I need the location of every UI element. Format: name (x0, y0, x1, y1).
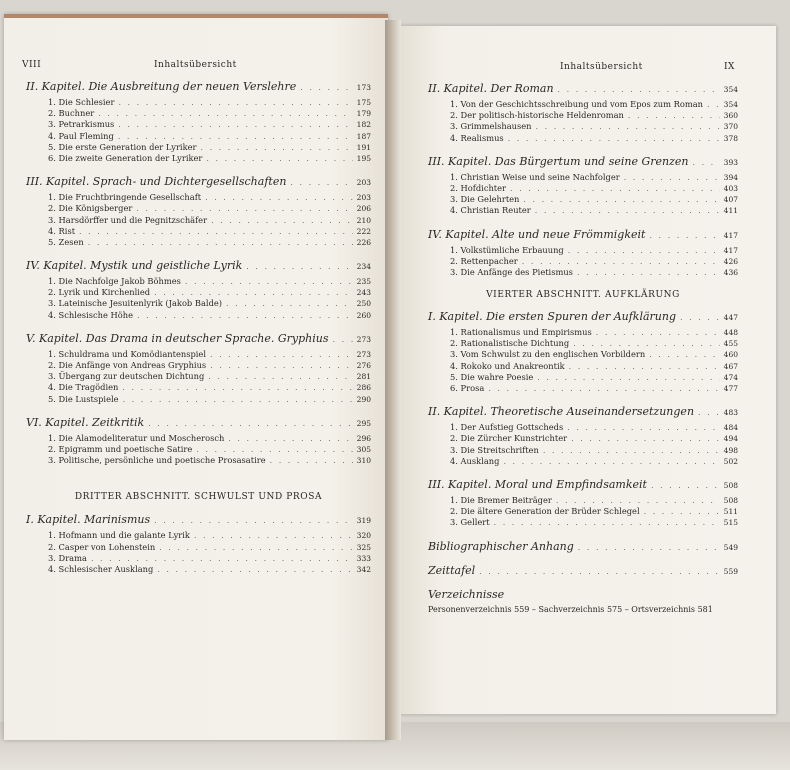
dot-leader (208, 372, 352, 381)
dot-leader (194, 531, 353, 540)
toc-entry-page: 210 (356, 215, 371, 225)
dot-leader (693, 158, 720, 167)
toc-entry (428, 456, 738, 467)
dot-leader (118, 98, 352, 107)
dot-leader (536, 122, 720, 131)
toc-entry-title: 1. Schuldrama und Komödiantenspiel (48, 348, 206, 359)
dot-leader (522, 257, 720, 266)
toc-entry-page: 296 (356, 433, 371, 443)
chapter-heading-title: II. Kapitel. Die Ausbreitung der neuen Verslehre (26, 80, 297, 93)
dot-leader (98, 109, 352, 118)
dot-leader (226, 299, 353, 308)
appendix-item (428, 564, 738, 577)
toc-entry (428, 433, 738, 444)
section-title: VIERTER ABSCHNITT. AUFKLÄRUNG (486, 290, 680, 301)
dot-leader (210, 350, 353, 359)
toc-entry-title: 1. Die Fruchtbringende Gesellschaft (48, 192, 202, 203)
dot-leader (300, 83, 352, 92)
dot-leader (88, 238, 353, 247)
chapter-heading-title: VI. Kapitel. Zeitkritik (26, 415, 145, 429)
toc-entry-title: 1. Die Schlesier (48, 97, 115, 107)
appendix-item (428, 588, 738, 601)
toc-entry-title: 6. Die zweite Generation der Lyriker (48, 152, 203, 163)
toc-entry (26, 371, 371, 382)
toc-entry-title: 1. Volkstümliche Erbauung (450, 244, 564, 255)
toc-entry-page: 467 (723, 361, 738, 371)
toc-entry-page: 320 (356, 531, 371, 541)
toc-entry-title: 2. Hofdichter (450, 182, 507, 193)
dot-leader (148, 419, 352, 428)
dot-leader (596, 328, 720, 337)
dot-leader (122, 383, 352, 392)
toc-entry-page: 325 (356, 542, 371, 552)
toc-entry-page: 484 (723, 423, 738, 433)
appendix-item-title: Zeittafel (428, 563, 476, 577)
dot-leader (290, 178, 352, 187)
toc-entry-title: 1. Die Alamodeliteratur und Moscherosch (48, 432, 225, 443)
chapter-heading-page: 295 (356, 418, 371, 428)
toc-entry (428, 383, 738, 394)
appendix-item-page: 549 (723, 542, 738, 552)
toc-entry-page: 477 (723, 384, 738, 393)
chapter-heading (26, 332, 371, 345)
toc-entry (26, 97, 371, 108)
toc-entry (26, 360, 371, 371)
dot-leader (494, 518, 720, 527)
dot-leader (624, 173, 720, 182)
toc-entry (26, 237, 371, 248)
toc-entry-title: 2. Rationalistische Dichtung (450, 338, 570, 349)
appendix-item-page: 559 (723, 566, 738, 576)
toc-entry-title: 3. Vom Schwulst zu den englischen Vorbildern (450, 349, 646, 360)
toc-entry-title: 3. Lateinische Jesuitenlyrik (Jakob Balde) (48, 298, 223, 309)
toc-entry-page: 260 (356, 310, 371, 320)
toc-entry-title: 2. Die Königsberger (48, 203, 133, 214)
toc-entry-page: 310 (356, 456, 371, 466)
toc-entry-title: 5. Die Lustspiele (48, 393, 119, 404)
toc-entry-title: 4. Ausklang (450, 455, 500, 466)
toc-entry-page: 515 (723, 518, 738, 528)
chapter-heading-title: IV. Kapitel. Mystik und geistliche Lyrik (26, 259, 243, 273)
toc-entry (428, 422, 738, 433)
toc-entry-page: 235 (356, 277, 371, 287)
dot-leader (535, 206, 720, 215)
chapter-heading (26, 175, 371, 188)
chapter-heading-page: 203 (356, 178, 371, 188)
chapter-heading (26, 513, 371, 526)
chapter-heading-page: 234 (356, 262, 371, 272)
dot-leader (118, 120, 352, 129)
toc-entry-title: 3. Die Streitschriften (450, 444, 539, 455)
toc-entry-title: 5. Die wahre Poesie (450, 371, 534, 382)
toc-entry-title: 1. Hofmann und die galante Lyrik (48, 530, 190, 541)
toc-entry-page: 175 (356, 98, 371, 107)
toc-entry (26, 298, 371, 309)
toc-entry-title: 5. Zesen (48, 236, 84, 247)
toc-entry (428, 349, 738, 360)
toc-entry-title: 4. Die Tragödien (48, 382, 119, 393)
toc-entry-title: 3. Politische, persönliche und poetische Prosasatire (48, 455, 266, 466)
right-page-number: IX (724, 62, 735, 72)
chapter-heading-title: III. Kapitel. Sprach- und Dichtergesellschaften (26, 175, 287, 189)
toc-entry (26, 142, 371, 153)
toc-entry (26, 553, 371, 564)
dot-leader (680, 313, 720, 322)
toc-entry (26, 433, 371, 444)
toc-entry-title: 2. Der politisch-historische Heldenroman (450, 110, 624, 121)
toc-entry (26, 455, 371, 466)
dot-leader (185, 277, 353, 286)
toc-entry-title: 3. Harsdörffer und die Pegnitzschäfer (48, 214, 208, 225)
chapter-heading-page: 417 (723, 230, 738, 240)
toc-entry-title: 2. Die Zürcher Kunstrichter (450, 433, 568, 444)
right-page (398, 26, 776, 714)
toc-entry-page: 360 (723, 111, 738, 121)
toc-entry (428, 495, 738, 506)
toc-entry-title: 1. Die Bremer Beiträger (450, 494, 552, 505)
toc-entry (428, 256, 738, 267)
toc-entry-page: 342 (356, 564, 371, 574)
toc-entry (26, 444, 371, 455)
toc-entry-page: 494 (723, 434, 738, 444)
toc-entry (428, 327, 738, 338)
chapter-heading-page: 354 (723, 85, 738, 94)
chapter-heading-page: 173 (356, 83, 371, 92)
dot-leader (91, 554, 353, 563)
toc-entry-title: 3. Die Gelehrten (450, 194, 520, 205)
toc-entry (26, 287, 371, 298)
toc-entry-page: 305 (356, 444, 371, 454)
dot-leader (211, 216, 353, 225)
chapter-heading-title: III. Kapitel. Moral und Empfindsamkeit (428, 477, 647, 491)
dot-leader (196, 445, 352, 454)
dot-leader (510, 184, 720, 193)
dot-leader (479, 567, 720, 576)
toc-entry-title: 1. Von der Geschichtsschreibung und vom Epos zum Roman (450, 99, 704, 109)
right-toc (428, 82, 738, 614)
toc-entry-page: 290 (356, 394, 371, 404)
toc-entry (428, 372, 738, 383)
dot-leader (136, 204, 352, 213)
toc-entry-page: 333 (356, 553, 371, 563)
dot-leader (503, 457, 719, 466)
dot-leader (79, 227, 353, 236)
toc-entry-title: 3. Petrarkismus (48, 119, 115, 130)
toc-entry-page: 407 (723, 195, 738, 205)
dot-leader (210, 361, 352, 370)
toc-entry-page: 222 (356, 226, 371, 236)
toc-entry-page: 182 (356, 120, 371, 130)
dot-leader (201, 143, 353, 152)
chapter-heading-title: V. Kapitel. Das Drama in deutscher Sprache. Gryphius (26, 331, 329, 345)
toc-entry (26, 131, 371, 142)
toc-entry-page: 460 (723, 350, 738, 360)
toc-entry-title: 4. Paul Fleming (48, 130, 114, 141)
toc-entry (428, 183, 738, 194)
toc-entry-title: 5. Die erste Generation der Lyriker (48, 141, 197, 152)
toc-entry-page: 203 (356, 193, 371, 203)
chapter-heading (428, 310, 738, 323)
chapter-heading-page: 483 (723, 408, 738, 418)
toc-entry-page: 187 (356, 131, 371, 141)
chapter-heading-title: I. Kapitel. Marinismus (26, 513, 151, 527)
toc-entry (26, 310, 371, 321)
dot-leader (488, 384, 719, 393)
toc-entry-title: 2. Lyrik und Kirchenlied (48, 287, 151, 298)
chapter-heading (26, 416, 371, 429)
dot-leader (558, 85, 720, 94)
toc-entry-page: 354 (723, 100, 738, 109)
toc-entry-title: 6. Prosa (450, 383, 485, 393)
toc-entry-title: 4. Rokoko und Anakreontik (450, 360, 565, 371)
dot-leader (573, 339, 719, 348)
toc-entry-page: 370 (723, 122, 738, 132)
dot-leader (154, 516, 353, 525)
toc-entry-title: 1. Rationalismus und Empirismus (450, 327, 592, 338)
dot-leader (651, 481, 720, 490)
toc-entry (26, 108, 371, 119)
toc-entry-page: 281 (356, 372, 371, 382)
toc-entry (428, 517, 738, 528)
toc-entry-page: 436 (723, 267, 738, 277)
dot-leader (137, 311, 353, 320)
dot-leader (333, 335, 353, 344)
chapter-heading-page: 508 (723, 480, 738, 490)
dot-leader (157, 565, 352, 574)
toc-entry-title: 3. Grimmelshausen (450, 121, 532, 132)
toc-entry-title: 2. Epigramm und poetische Satire (48, 443, 193, 454)
dot-leader (508, 134, 720, 143)
toc-entry-page: 403 (723, 183, 738, 193)
book-spine (385, 20, 401, 740)
dot-leader (228, 434, 352, 443)
chapter-heading-page: 319 (356, 516, 371, 526)
toc-entry (26, 215, 371, 226)
dot-leader (649, 231, 719, 240)
toc-entry-page: 394 (723, 172, 738, 182)
dot-leader (649, 350, 719, 359)
dot-leader (118, 132, 353, 141)
chapter-heading (428, 478, 738, 491)
toc-entry-page: 448 (723, 328, 738, 338)
toc-entry (428, 99, 738, 110)
dot-leader (569, 362, 720, 371)
toc-entry (26, 226, 371, 237)
dot-leader (523, 195, 719, 204)
left-page-number: VIII (22, 60, 42, 70)
toc-entry-page: 378 (723, 133, 738, 143)
dot-leader (205, 193, 353, 202)
toc-entry (26, 382, 371, 393)
toc-entry-title: 3. Drama (48, 552, 87, 563)
dot-leader (577, 268, 720, 277)
toc-entry (428, 445, 738, 456)
dot-leader (707, 100, 720, 109)
toc-entry-page: 474 (723, 372, 738, 382)
left-page (4, 14, 388, 740)
toc-entry-title: 2. Die Anfänge von Andreas Gryphius (48, 360, 207, 370)
dot-leader (556, 496, 720, 505)
dot-leader (578, 543, 720, 552)
toc-entry-page: 226 (356, 237, 371, 247)
toc-entry-page: 417 (723, 245, 738, 255)
toc-entry (428, 194, 738, 205)
toc-entry (26, 119, 371, 130)
toc-entry (428, 267, 738, 278)
left-toc (26, 80, 371, 575)
toc-entry-page: 498 (723, 445, 738, 455)
toc-entry (26, 394, 371, 405)
toc-entry-title: 1. Der Aufstieg Gottscheds (450, 422, 564, 433)
toc-entry-title: 3. Gellert (450, 517, 490, 528)
chapter-heading (26, 80, 371, 93)
toc-entry (428, 205, 738, 216)
toc-entry-title: 1. Christian Weise und seine Nachfolger (450, 171, 620, 182)
section-title: DRITTER ABSCHNITT. SCHWULST UND PROSA (74, 492, 323, 503)
dot-leader (123, 395, 353, 404)
chapter-heading-title: II. Kapitel. Theoretische Auseinandersetzungen (428, 405, 695, 419)
toc-entry-title: 1. Die Nachfolge Jakob Böhmes (48, 276, 181, 287)
toc-entry-page: 243 (356, 288, 371, 298)
toc-entry (26, 530, 371, 541)
toc-entry-title: 2. Buchner (48, 108, 95, 119)
toc-entry-page: 426 (723, 256, 738, 266)
toc-entry (26, 203, 371, 214)
toc-entry (428, 506, 738, 517)
dot-leader (567, 423, 719, 432)
chapter-heading (428, 228, 738, 241)
toc-entry-title: 2. Casper von Lohenstein (48, 541, 156, 552)
dot-leader (543, 446, 720, 455)
indexes-line: Personenverzeichnis 559 – Sachverzeichnis 575 – Ortsverzeichnis 581 (428, 604, 713, 614)
dot-leader (628, 111, 720, 120)
toc-entry (26, 349, 371, 360)
chapter-heading-title: IV. Kapitel. Alte und neue Frömmigkeit (428, 227, 646, 241)
dot-leader (154, 288, 353, 297)
toc-entry-page: 276 (356, 361, 371, 370)
toc-entry-title: 4. Realismus (450, 132, 504, 143)
dot-leader (644, 507, 720, 516)
toc-entry-page: 195 (356, 153, 371, 163)
toc-entry-title: 4. Schlesische Höhe (48, 309, 133, 320)
toc-entry (26, 542, 371, 553)
toc-entry (26, 192, 371, 203)
toc-entry-title: 4. Christian Reuter (450, 205, 531, 216)
chapter-heading (428, 405, 738, 418)
toc-entry (26, 276, 371, 287)
chapter-heading (26, 259, 371, 272)
dot-leader (246, 262, 352, 271)
toc-entry (428, 110, 738, 121)
toc-entry-page: 250 (356, 299, 371, 309)
toc-entry-page: 455 (723, 339, 738, 349)
toc-entry-page: 191 (356, 142, 371, 152)
toc-entry-page: 179 (356, 109, 371, 119)
toc-entry-page: 508 (723, 495, 738, 505)
dot-leader (270, 456, 353, 465)
chapter-heading-title: I. Kapitel. Die ersten Spuren der Aufklärung (428, 310, 677, 324)
dot-leader (568, 246, 720, 255)
toc-entry (428, 133, 738, 144)
right-running-head: Inhaltsübersicht (560, 62, 643, 72)
toc-entry-title: 2. Die ältere Generation der Brüder Schlegel (450, 506, 640, 517)
toc-entry (26, 153, 371, 164)
chapter-heading-title: III. Kapitel. Das Bürgertum und seine Grenzen (428, 154, 689, 168)
chapter-heading-page: 393 (723, 157, 738, 167)
toc-entry (428, 121, 738, 132)
left-running-head: Inhaltsübersicht (154, 60, 237, 70)
toc-entry-title: 3. Übergang zur deutschen Dichtung (48, 371, 205, 382)
toc-entry-page: 273 (356, 349, 371, 359)
toc-entry-title: 4. Schlesischer Ausklang (48, 563, 154, 574)
toc-entry-title: 2. Rettenpacher (450, 255, 518, 266)
toc-entry (428, 338, 738, 349)
toc-entry (26, 564, 371, 575)
chapter-heading-page: 447 (723, 313, 738, 323)
toc-entry-page: 502 (723, 456, 738, 466)
dot-leader (159, 543, 352, 552)
dot-leader (571, 434, 720, 443)
dot-leader (206, 154, 352, 163)
toc-entry-page: 286 (356, 383, 371, 393)
chapter-heading-page: 273 (356, 334, 371, 344)
toc-entry-title: 3. Die Anfänge des Pietismus (450, 266, 573, 277)
toc-entry-page: 411 (723, 206, 738, 216)
toc-entry (428, 245, 738, 256)
toc-entry-page: 206 (356, 204, 371, 214)
chapter-heading (428, 82, 738, 95)
toc-entry (428, 172, 738, 183)
chapter-heading (428, 155, 738, 168)
appendix-item-title: Bibliographischer Anhang (428, 539, 574, 553)
appendix-item-title: Verzeichnisse (428, 587, 505, 601)
chapter-heading-title: II. Kapitel. Der Roman (428, 82, 554, 95)
appendix-item (428, 540, 738, 553)
dot-leader (698, 408, 720, 417)
toc-entry-page: 511 (723, 507, 738, 517)
toc-entry-title: 4. Rist (48, 225, 76, 236)
toc-entry (428, 361, 738, 372)
dot-leader (537, 373, 719, 382)
